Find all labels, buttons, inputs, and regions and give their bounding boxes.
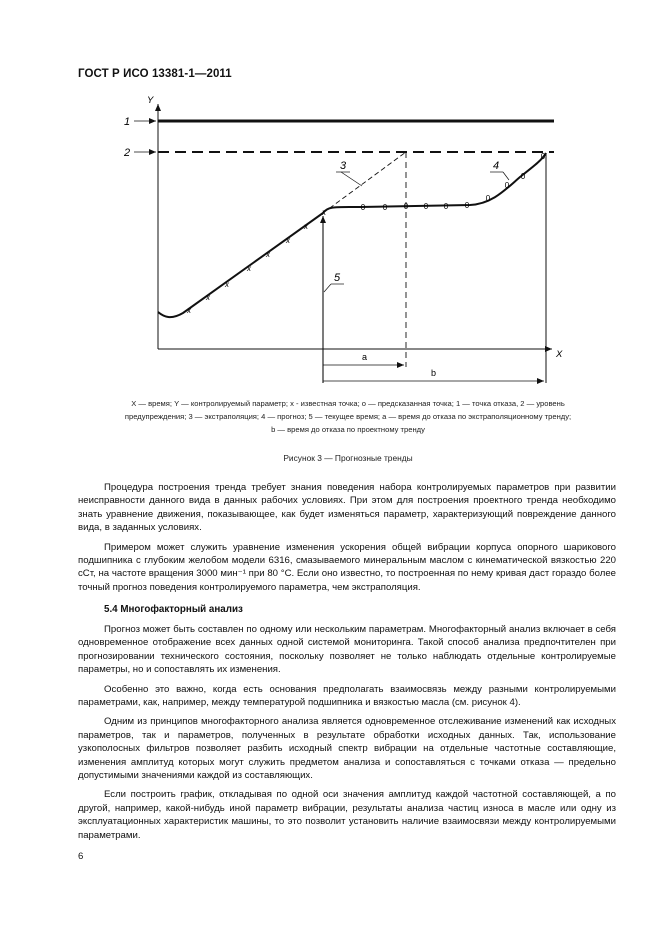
figure-caption: Рисунок 3 — Прогнозные тренды <box>283 453 413 463</box>
predicted-point: 0 <box>382 203 388 212</box>
predicted-point: 0 <box>520 172 526 181</box>
dimension-a-label: a <box>362 352 368 362</box>
known-point: x <box>225 280 229 289</box>
legend-line: X — время; Y — контролируемый параметр; x - известная точка; o — предсказанная точка; 1 — точка отказа, 2 — уровень <box>131 399 565 408</box>
label-3-leader <box>341 172 362 186</box>
trend-curve <box>158 153 546 317</box>
known-point: x <box>286 236 290 245</box>
page-number: 6 <box>78 851 84 862</box>
predicted-point: 0 <box>423 202 429 211</box>
known-point: x <box>304 222 308 231</box>
label-1: 1 <box>124 116 131 128</box>
label-5-leader <box>324 284 331 292</box>
document-header: ГОСТ Р ИСО 13381-1—2011 <box>78 68 232 80</box>
legend-line: предупреждения; 3 — экстраполяция; 4 — прогноз; 5 — текущее время; a — время до отказа по экстраполяционному тренду; <box>124 412 572 421</box>
legend-line: b — время до отказа по проектному тренду <box>271 425 425 434</box>
label-4: 4 <box>493 160 500 172</box>
body-section-2 <box>78 623 616 848</box>
paragraph: Одним из принципов многофакторного анализа является одновременное отслеживание изменений как исходных параметров, так и параметров, полученных в результате обработки исходных данных. Так, использование узкополосных фильтров позволяет разбить исходный спектр вибрации на отдельные частотные составляющие, изменения амплитуд которых могут служить предметом анализа и сопоставляться с точками отказа — предельно допустимыми значениями каждой из составляющих. <box>78 716 616 782</box>
predicted-point: 0 <box>443 202 449 211</box>
predicted-point: 0 <box>464 201 470 210</box>
predicted-point: 0 <box>485 194 491 203</box>
predicted-points <box>361 152 546 212</box>
paragraph: Если построить график, откладывая по одной оси значения амплитуд каждой частотной составляющей, а по другой, например, какой-нибудь иной параметр вибрации, результаты анализа частиц износа в масле или одну из эксплуатационных характеристик машины, то это позволит установить наличие взаимосвязи между контролируемыми параметрами. <box>78 789 616 841</box>
predicted-point: 0 <box>540 152 546 161</box>
predicted-point: 0 <box>504 181 510 190</box>
paragraph: Процедура построения тренда требует знания поведения набора контролируемых параметров при развитии неисправности данного вида в данных рабочих условиях. При этом для построения проектного тренда необходимо знать уравнение движения, показывающее, как будет изменяться параметр, характеризующий повреждение данного вида, в заданных условиях. <box>78 482 616 534</box>
known-point: x <box>247 264 251 273</box>
known-point: x <box>206 293 210 302</box>
paragraph: Прогноз может быть составлен по одному или нескольким параметрам. Многофакторный анализ включает в себя одновременное отображение всех данных одной системой мониторинга. Такой способ анализа предпочтителен при прогнозировании технического состояния, поскольку позволяет не только наблюдать отдельные контролируемые параметры, но и сопоставлять их изменения. <box>78 624 616 676</box>
known-point: x <box>322 208 326 217</box>
section-heading: 5.4 Многофакторный анализ <box>104 604 243 615</box>
known-point: x <box>266 250 270 259</box>
predicted-point: 0 <box>403 202 409 211</box>
label-3: 3 <box>340 160 347 172</box>
dimension-b-label: b <box>431 368 437 378</box>
figure-legend <box>78 397 618 436</box>
label-4-leader <box>503 172 509 180</box>
label-5: 5 <box>334 272 341 284</box>
y-axis-label: Y <box>147 95 154 106</box>
prognostic-trends-figure <box>0 90 661 390</box>
paragraph: Примером может служить уравнение изменения ускорения общей вибрации корпуса опорного шарикового подшипника с глубоким желобом модели 6316, смазываемого минеральным маслом с кинематической вязкостью 220 сСт, на частоте вращения 3000 мин⁻¹ при 80 °С. Если оно известно, то построенная по нему кривая даст гораздо более точный прогноз поведения контролируемого параметра, чем экстраполяция. <box>78 541 616 593</box>
label-2: 2 <box>124 147 131 159</box>
known-point: x <box>187 306 191 315</box>
x-axis-label: X <box>556 349 563 360</box>
paragraph: Особенно это важно, когда есть основания предполагать взаимосвязь между разными контролируемыми параметрами, как, например, между температурой подшипника и вязкостью масла (см. рисунок 4). <box>78 683 616 709</box>
predicted-point: 0 <box>360 203 366 212</box>
body-section-1 <box>78 481 616 600</box>
